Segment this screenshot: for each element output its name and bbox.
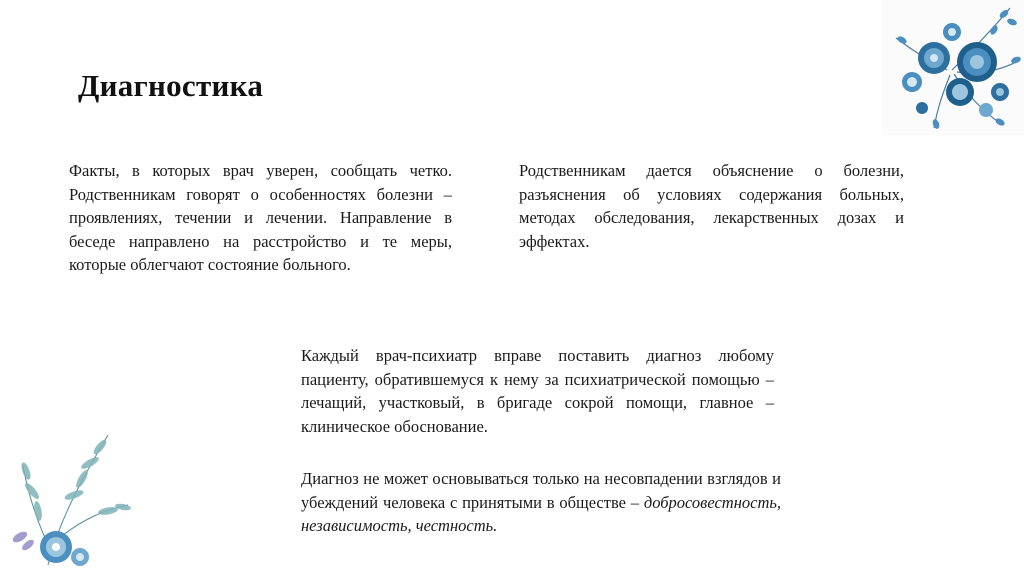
left-paragraph: Факты, в которых врач уверен, сообщать четко. Родственникам говорят о особенностях болезни – проявлениях, течении и лечении. Направление в беседе направлено на расстройство и те меры, которые облегчают состояние больного. [69, 161, 452, 274]
center-paragraph-2-text: Диагноз не может основываться только на несовпадении взглядов и убеждений человека с принятыми в обществе – [301, 469, 781, 512]
right-paragraph: Родственникам дается объяснение о болезни, разъяснения об условиях содержания больных, методах обследования, лекарственных дозах и эффектах. [519, 161, 904, 251]
watercolor-leaves-icon [8, 425, 133, 570]
center-paragraph: Каждый врач-психиатр вправе поставить диагноз любому пациенту, обратившемуся к нему за психиатрической помощью – лечащий, участковый, в бригаде сокрой помощи, главное – клиническое обоснование. [301, 346, 774, 436]
slide-title: Диагностика [78, 68, 264, 103]
floral-bouquet-icon [882, 0, 1024, 135]
center-paragraph-2 [301, 467, 781, 538]
center-paragraph-2-italic: добросовестность, независимость, честность. [301, 492, 781, 535]
